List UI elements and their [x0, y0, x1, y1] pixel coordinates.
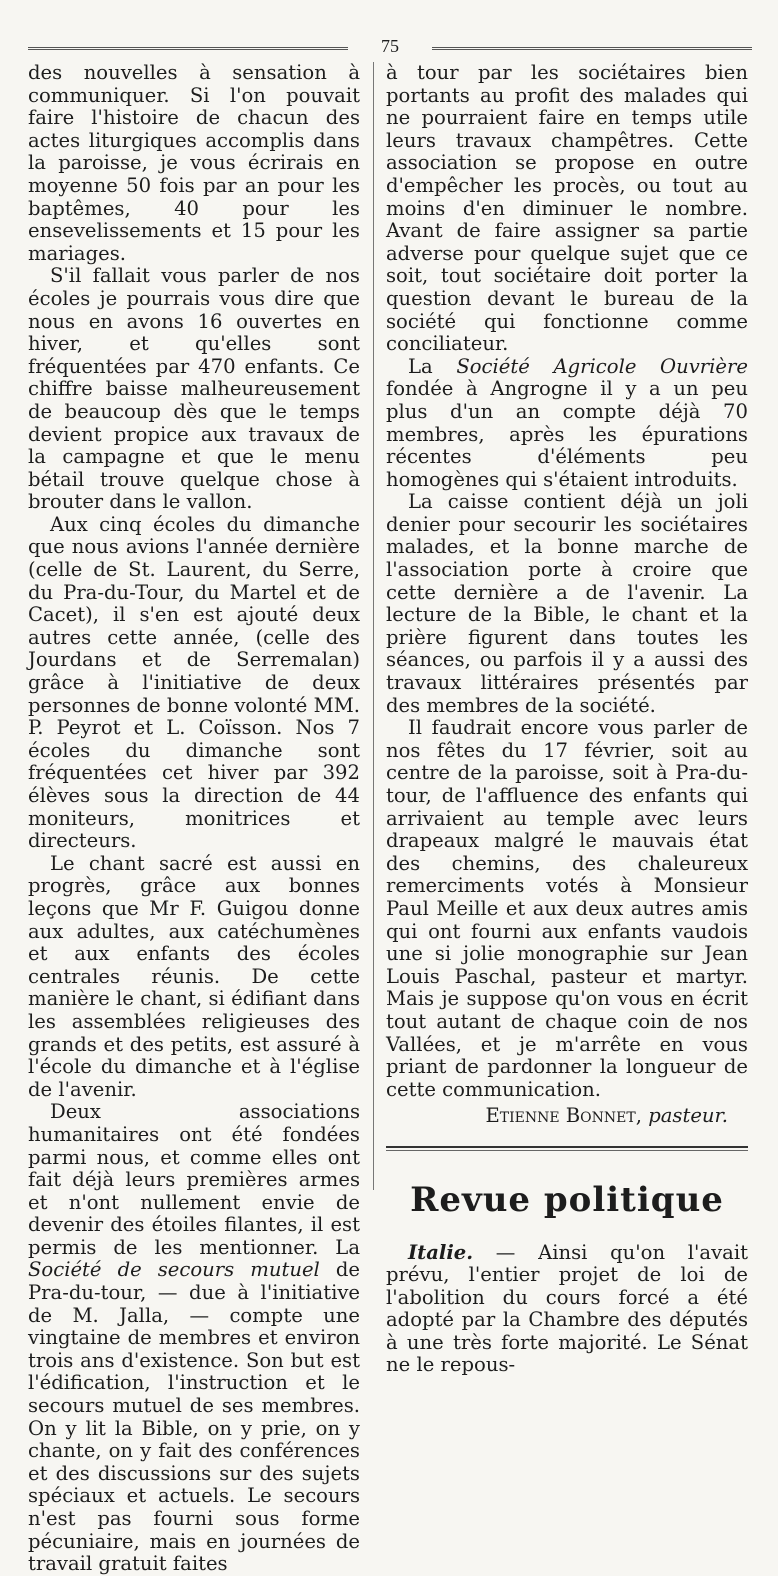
paragraph: Il faudrait encore vous parler de nos fêtes du 17 février, soit au centre de la paroisse, soit à Pra-du-tour, de l'affluence des enfants qui arrivaient au temple avec leurs drapeaux malgré le mauvais état des chemins, des chaleureux remerciments votés à Monsieur Paul Meille et aux deux autres amis qui ont fourni aux enfants vaudois une si jolie monographie sur Jean Louis Paschal, pasteur et martyr. Mais je suppose qu'on vous en écrit tout autant de chaque coin de nos Vallées, et je m'arrête en vous priant de pardonner la longueur de cette communication.: [386, 716, 748, 1101]
paragraph: La caisse contient déjà un joli denier pour secourir les sociétaires malades, et la bonne marche de l'association porte à croire que cette dernière a de l'avenir. La lecture de la Bible, le chant et la prière figurent dans toutes les séances, ou parfois il y a aussi des travaux littéraires présentés par des membres de la société.: [386, 490, 748, 717]
italic-text: Société de secours mutuel: [28, 1258, 320, 1282]
left-column: [28, 62, 360, 1576]
paragraph: Aux cinq écoles du dimanche que nous avions l'année dernière (celle de St. Laurent, du Serre, du Pra-du-Tour, du Martel et de Cacet), il s'en est ajouté deux autres cette année, (celle des Jourdans et de Serremalan) grâce à l'initiative de deux personnes de bonne volonté MM. P. Peyrot et L. Coïsson. Nos 7 écoles du dimanche sont fréquentées cet hiver par 392 élèves sous la direction de 44 moniteurs, monitrices et directeurs.: [28, 512, 360, 853]
column-divider: [373, 62, 374, 1190]
paragraph: des nouvelles à sensation à communiquer. Si l'on pouvait faire l'histoire de chacun des actes liturgiques accomplis dans la paroisse, je vous écrirais en moyenne 50 fois par an pour les baptêmes, 40 pour les ensevelissements et 15 pour les mariages.: [28, 61, 360, 265]
signature-title: pasteur.: [648, 1104, 728, 1128]
paragraph: [386, 356, 748, 492]
right-column: [386, 62, 748, 1377]
section-separator: [386, 1146, 748, 1151]
text-run: fondée à Angrogne il y a un peu plus d'un an compte déjà 70 membres, après les épurations récentes d'éléments peu homogènes qui s'étaient introduits.: [386, 377, 748, 491]
paragraph: à tour par les sociétaires bien portants au profit des malades qui ne pourraient faire en temps utile leurs travaux champêtres. Cette association se propose en outre d'empêcher les procès, ou tout au moins d'en diminuer le nombre. Avant de faire assigner sa partie adverse pour quelque sujet que ce soit, tout sociétaire doit porter la question devant le bureau de la société qui fonctionne comme conciliateur.: [386, 61, 748, 356]
paragraph: S'il fallait vous parler de nos écoles je pourrais vous dire que nous en avons 16 ouvertes en hiver, et qu'elles sont fréquentées par 470 enfants. Ce chiffre baisse malheureusement de beaucoup dès que le temps devient propice aux travaux de la campagne et que le menu bétail trouve quelque chose à brouter dans le vallon.: [28, 264, 360, 514]
page-header: [28, 36, 752, 62]
text-run: Deux associations humanitaires ont été fondées parmi nous, et comme elles ont fait déjà leurs premières armes et n'ont nullement envie de devenir des étoiles filantes, il est permis de les mentionner. La: [28, 1100, 360, 1259]
signature: Etienne Bonnet, pasteur.: [485, 1104, 728, 1128]
news-label: Italie.: [408, 1240, 474, 1264]
paragraph: [28, 1101, 360, 1575]
header-rule-right: [432, 47, 752, 50]
page-number: 75: [381, 36, 399, 56]
news-paragraph: [386, 1242, 748, 1378]
text-run: La: [408, 354, 433, 378]
section-title: Revue politique: [410, 1179, 724, 1220]
italic-text: Société Agricole Ouvrière: [456, 354, 748, 378]
text-run: de Pra-du-tour, — due à l'initiative de M. Jalla, — compte une vingtaine de membres et environ trois ans d'existence. Son but est l'édification, l'instruction et le secours mutuel de ses membres. On y lit la Bible, on y prie, on y chante, on y fait des conférences et des discussions sur des sujets spéciaux et actuels. Le secours n'est pas fourni sous forme pécuniaire, mais en journées de travail gratuit faites: [28, 1258, 360, 1576]
news-text: — Ainsi qu'on l'avait prévu, l'entier projet de loi de l'abolition du cours forcé a été adopté par la Chambre des députés à une très forte majorité. Le Sénat ne le repous-: [386, 1240, 749, 1377]
signature-name: Etienne Bonnet: [485, 1104, 636, 1128]
paragraph: Le chant sacré est aussi en progrès, grâce aux bonnes leçons que Mr F. Guigou donne aux adultes, aux catéchumènes et aux enfants des écoles centrales réunis. De cette manière le chant, si édifiant dans les assemblées religieuses des grands et des petits, est assuré à l'école du dimanche et à l'église de l'avenir.: [28, 851, 360, 1101]
